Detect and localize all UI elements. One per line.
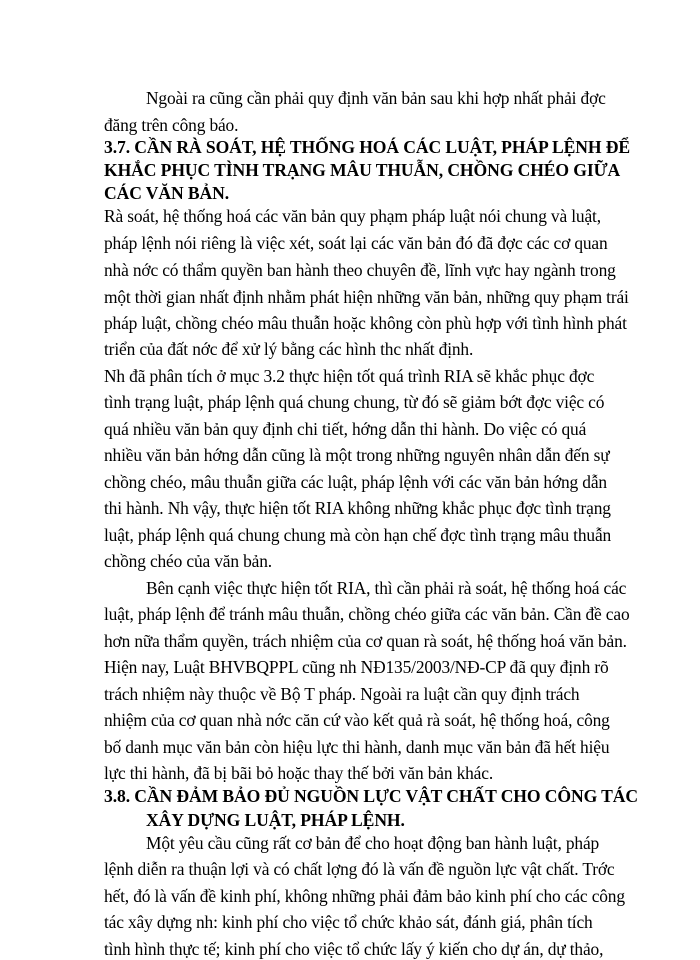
paragraph-line: lực thi hành, đã bị bãi bỏ hoặc thay thế bởi văn bản khác. bbox=[104, 763, 494, 783]
paragraph-line: luật, pháp lệnh để tránh mâu thuẫn, chồng chéo giữa các văn bản. Cần đề cao bbox=[104, 604, 630, 624]
section-heading-3-7: 3.7. CẦN RÀ SOÁT, HỆ THỐNG HOÁ CÁC LUẬT, PHÁP LỆNH ĐỂ bbox=[104, 137, 630, 157]
paragraph-line: trách nhiệm này thuộc về Bộ T pháp. Ngoài ra luật cần quy định trách bbox=[104, 684, 580, 704]
paragraph-line: triển của đất nớc để xử lý bằng các hình thc nhất định. bbox=[104, 339, 474, 359]
paragraph-line: Bên cạnh việc thực hiện tốt RIA, thì cần phải rà soát, hệ thống hoá các bbox=[146, 578, 627, 598]
section-heading-3-7: KHẮC PHỤC TÌNH TRẠNG MÂU THUẪN, CHỒNG CHÉO GIỮA bbox=[104, 160, 621, 180]
paragraph-line: đăng trên công báo. bbox=[104, 115, 239, 135]
section-heading-3-8: 3.8. CẦN ĐẢM BẢO ĐỦ NGUỒN LỰC VẬT CHẤT CHO CÔNG TÁC bbox=[104, 786, 638, 806]
paragraph-line: Rà soát, hệ thống hoá các văn bản quy phạm pháp luật nói chung và luật, bbox=[104, 206, 601, 226]
paragraph-line: hết, đó là vấn đề kinh phí, không những phải đảm bảo kinh phí cho các công bbox=[104, 886, 625, 906]
paragraph-line: luật, pháp lệnh quá chung chung mà còn hạn chế đợc tình trạng mâu thuẫn bbox=[104, 525, 612, 545]
paragraph-line: Nh đã phân tích ở mục 3.2 thực hiện tốt quá trình RIA sẽ khắc phục đợc bbox=[104, 366, 595, 386]
paragraph-line: tác xây dựng nh: kinh phí cho việc tổ chức khảo sát, đánh giá, phân tích bbox=[104, 912, 593, 932]
paragraph-line: bố danh mục văn bản còn hiệu lực thi hành, danh mục văn bản đã hết hiệu bbox=[104, 737, 610, 757]
paragraph-line: hơn nữa thẩm quyền, trách nhiệm của cơ quan rà soát, hệ thống hoá văn bản. bbox=[104, 631, 627, 651]
paragraph-line: Ngoài ra cũng cần phải quy định văn bản sau khi hợp nhất phải đợc bbox=[146, 88, 606, 108]
paragraph-line: chồng chéo của văn bản. bbox=[104, 551, 272, 571]
paragraph-line: chồng chéo, mâu thuẫn giữa các luật, pháp lệnh với các văn bản hớng dẫn bbox=[104, 472, 607, 492]
section-heading-3-8: XÂY DỰNG LUẬT, PHÁP LỆNH. bbox=[146, 810, 405, 830]
paragraph-line: một thời gian nhất định nhằm phát hiện những văn bản, những quy phạm trái bbox=[104, 287, 629, 307]
paragraph-line: nhà nớc có thẩm quyền ban hành theo chuyên đề, lĩnh vực hay ngành trong bbox=[104, 260, 616, 280]
paragraph-line: lệnh diễn ra thuận lợi và có chất lợng đó là vấn đề nguồn lực vật chất. Trớc bbox=[104, 859, 615, 879]
paragraph-line: pháp lệnh nói riêng là việc xét, soát lại các văn bản đó đã đợc các cơ quan bbox=[104, 233, 608, 253]
paragraph-line: nhiệm của cơ quan nhà nớc căn cứ vào kết quả rà soát, hệ thống hoá, công bbox=[104, 710, 610, 730]
paragraph-line: Một yêu cầu cũng rất cơ bản để cho hoạt động ban hành luật, pháp bbox=[146, 833, 600, 853]
paragraph-line: quá nhiều văn bản quy định chi tiết, hớng dẫn thi hành. Do việc có quá bbox=[104, 419, 587, 439]
paragraph-line: pháp luật, chồng chéo mâu thuẫn hoặc không còn phù hợp với tình hình phát bbox=[104, 313, 627, 333]
paragraph-line: tình hình thực tế; kinh phí cho việc tổ chức lấy ý kiến cho dự án, dự thảo, bbox=[104, 939, 604, 959]
paragraph-line: Hiện nay, Luật BHVBQPPL cũng nh NĐ135/2003/NĐ-CP đã quy định rõ bbox=[104, 657, 609, 677]
section-heading-3-7: CÁC VĂN BẢN. bbox=[104, 183, 230, 203]
paragraph-line: tình trạng luật, pháp lệnh quá chung chung, từ đó sẽ giảm bớt đợc việc có bbox=[104, 392, 605, 412]
paragraph-line: thi hành. Nh vậy, thực hiện tốt RIA không những khắc phục đợc tình trạng bbox=[104, 498, 611, 518]
paragraph-line: nhiều văn bản hớng dẫn cũng là một trong những nguyên nhân dẫn đến sự bbox=[104, 445, 610, 465]
